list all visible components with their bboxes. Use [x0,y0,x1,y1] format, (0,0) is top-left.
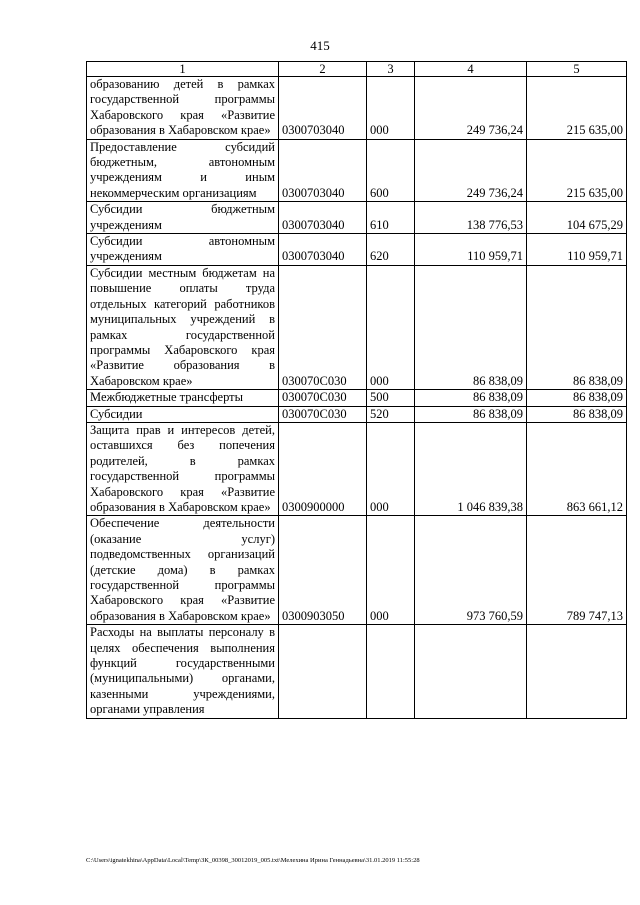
table-row [87,390,627,406]
expense-type-cell: 000 [367,516,415,625]
target-article-code-cell: 0300703040 [279,234,367,266]
column-header: 3 [367,62,415,77]
table-row [87,516,627,625]
amount-2021-cell: 215 635,00 [527,77,627,140]
amount-2020-cell: 86 838,09 [415,265,527,389]
expense-name-cell: Субсидии [87,406,279,422]
amount-2020-cell: 249 736,24 [415,77,527,140]
expense-name-cell: Обеспечение деятельности (оказание услуг) подведомственных организаций (детские дома) в рамках государственной программы Хабаровского края «Развитие образования в Хабаровском крае» [87,516,279,625]
table-row [87,265,627,389]
amount-2021-cell [527,625,627,718]
table-row [87,406,627,422]
amount-2021-cell: 863 661,12 [527,422,627,515]
target-article-code-cell: 0300703040 [279,202,367,234]
target-article-code-cell: 030070С030 [279,390,367,406]
target-article-code-cell: 030070С030 [279,406,367,422]
table-row [87,77,627,140]
page-number: 415 [310,38,330,53]
amount-2020-cell: 138 776,53 [415,202,527,234]
column-header: 1 [87,62,279,77]
expense-type-cell: 000 [367,422,415,515]
expense-name-cell: Субсидии бюджетным учреждениям [87,202,279,234]
table-row [87,234,627,266]
amount-2021-cell: 215 635,00 [527,139,627,202]
target-article-code-cell [279,625,367,718]
expense-name-cell: Предоставление субсидий бюджетным, автономным учреждениям и иным некоммерческим организациям [87,139,279,202]
expense-type-cell: 500 [367,390,415,406]
amount-2020-cell: 249 736,24 [415,139,527,202]
target-article-code-cell: 0300703040 [279,139,367,202]
file-path-footer: C:\Users\ignatekhina\AppData\Local\Temp\ЗК_00398_30012019_005.txt\Мелехина Ирина Геннадьевна\31.01.2019 11:55:28 [86,857,420,864]
amount-2021-cell: 86 838,09 [527,406,627,422]
target-article-code-cell: 0300900000 [279,422,367,515]
column-header: 2 [279,62,367,77]
amount-2020-cell [415,625,527,718]
amount-2020-cell: 110 959,71 [415,234,527,266]
amount-2021-cell: 104 675,29 [527,202,627,234]
column-header: 4 [415,62,527,77]
expense-name-cell: Субсидии автономным учреждениям [87,234,279,266]
expense-type-cell: 000 [367,265,415,389]
table-row [87,139,627,202]
target-article-code-cell: 0300703040 [279,77,367,140]
target-article-code-cell: 030070С030 [279,265,367,389]
expense-name-cell: Субсидии местным бюджетам на повышение оплаты труда отдельных категорий работников муниципальных учреждений в рамках государственной программы Хабаровского края «Развитие образования в Хабаровском крае» [87,265,279,389]
expense-type-cell: 610 [367,202,415,234]
expense-type-cell: 520 [367,406,415,422]
amount-2021-cell: 86 838,09 [527,265,627,389]
budget-table [86,61,627,719]
amount-2021-cell: 789 747,13 [527,516,627,625]
expense-type-cell [367,625,415,718]
expense-name-cell: Межбюджетные трансферты [87,390,279,406]
amount-2020-cell: 1 046 839,38 [415,422,527,515]
expense-type-cell: 620 [367,234,415,266]
table-row [87,202,627,234]
header-row [87,62,627,77]
table-row [87,422,627,515]
target-article-code-cell: 0300903050 [279,516,367,625]
expense-name-cell: образованию детей в рамках государственной программы Хабаровского края «Развитие образования в Хабаровском крае» [87,77,279,140]
amount-2020-cell: 86 838,09 [415,406,527,422]
amount-2020-cell: 86 838,09 [415,390,527,406]
amount-2020-cell: 973 760,59 [415,516,527,625]
expense-name-cell: Расходы на выплаты персоналу в целях обеспечения выполнения функций государственными (муниципальными) органами, казенными учреждениями, органами управления [87,625,279,718]
expense-type-cell: 000 [367,77,415,140]
amount-2021-cell: 110 959,71 [527,234,627,266]
column-header: 5 [527,62,627,77]
expense-type-cell: 600 [367,139,415,202]
expense-name-cell: Защита прав и интересов детей, оставшихся без попечения родителей, в рамках государственной программы Хабаровского края «Развитие образования в Хабаровском крае» [87,422,279,515]
amount-2021-cell: 86 838,09 [527,390,627,406]
table-row [87,625,627,718]
